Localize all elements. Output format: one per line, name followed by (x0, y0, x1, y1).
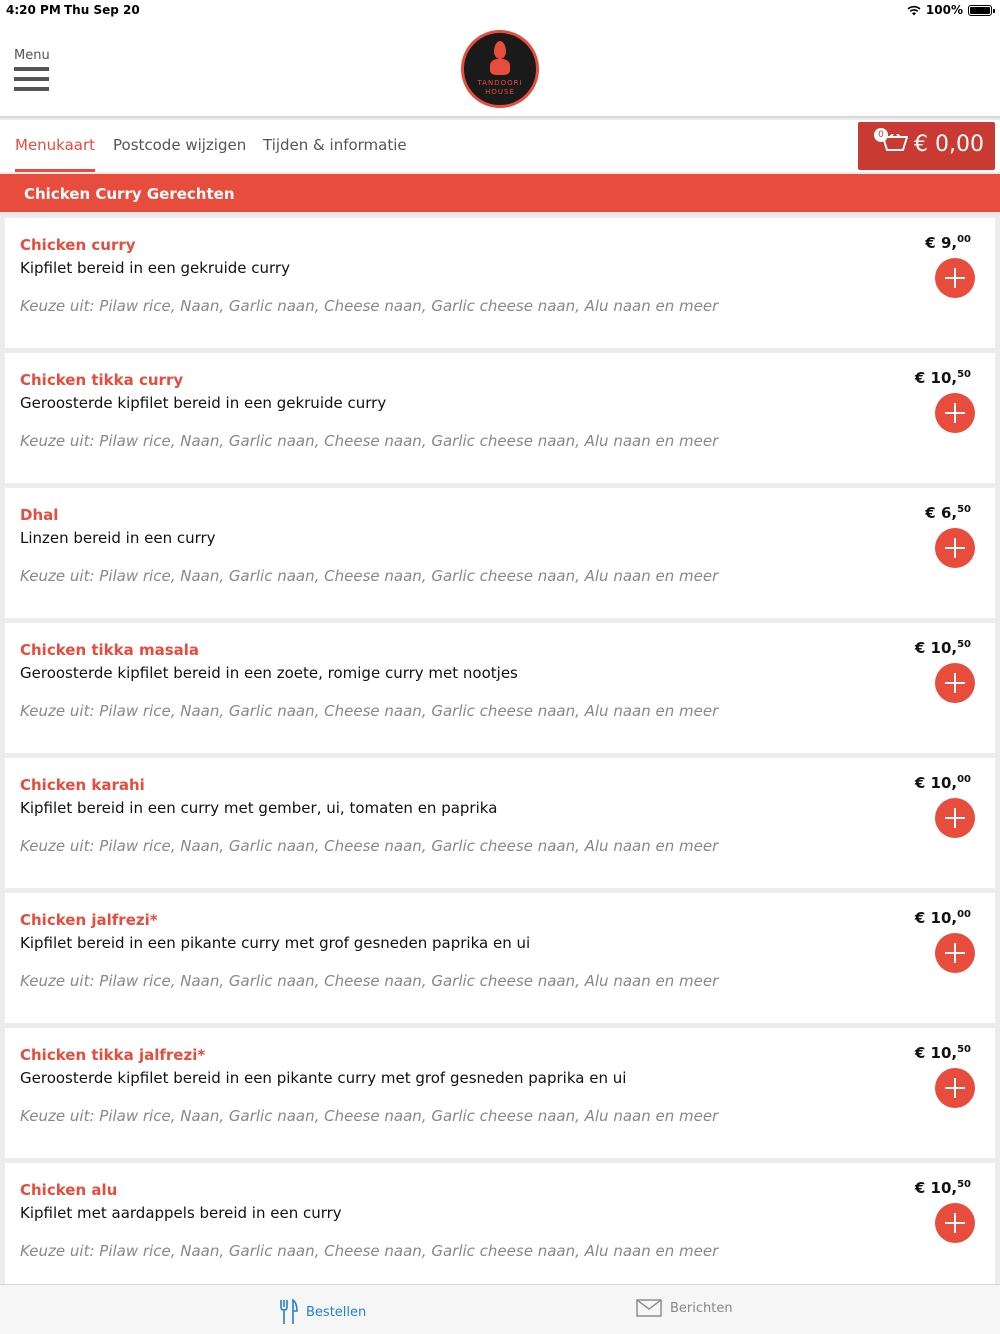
item-choices: Keuze uit: Pilaw rice, Naan, Garlic naan, Cheese naan, Garlic cheese naan, Alu naan en meer (20, 1107, 719, 1125)
item-choices: Keuze uit: Pilaw rice, Naan, Garlic naan, Cheese naan, Garlic cheese naan, Alu naan en meer (20, 432, 719, 450)
tab-bestellen[interactable] (278, 1299, 366, 1325)
menu-item[interactable] (5, 1163, 995, 1293)
item-description: Kipfilet met aardappels bereid in een curry (20, 1204, 342, 1222)
item-price: € 10,00 (914, 774, 971, 792)
tab-berichten[interactable] (636, 1299, 733, 1317)
item-price: € 9,00 (925, 234, 971, 252)
fork-knife-icon (278, 1299, 298, 1325)
menu-item[interactable] (5, 758, 995, 888)
menu-item[interactable] (5, 1028, 995, 1158)
item-name: Chicken jalfrezi* (20, 911, 158, 929)
tab-menukaart[interactable]: Menukaart (15, 136, 95, 172)
menu-item[interactable] (5, 218, 995, 348)
tab-postcode-wijzigen[interactable]: Postcode wijzigen (113, 136, 247, 154)
hamburger-icon (14, 67, 54, 91)
cart-button[interactable] (858, 122, 995, 170)
item-description: Kipfilet bereid in een pikante curry met grof gesneden paprika en ui (20, 934, 531, 952)
menu-item[interactable] (5, 623, 995, 753)
add-to-cart-button[interactable] (935, 663, 975, 703)
bottom-tab-bar (0, 1284, 1000, 1334)
status-right (907, 3, 992, 17)
battery-percent: 100% (925, 3, 963, 17)
item-name: Chicken tikka curry (20, 371, 184, 389)
item-choices: Keuze uit: Pilaw rice, Naan, Garlic naan, Cheese naan, Garlic cheese naan, Alu naan en meer (20, 972, 719, 990)
item-choices: Keuze uit: Pilaw rice, Naan, Garlic naan, Cheese naan, Garlic cheese naan, Alu naan en meer (20, 1242, 719, 1260)
logo-text-line2: HOUSE (485, 88, 515, 96)
logo-text-line1: TANDOORI (477, 79, 523, 87)
item-price: € 6,50 (925, 504, 971, 522)
item-description: Geroosterde kipfilet bereid in een zoete, romige curry met nootjes (20, 664, 518, 682)
add-to-cart-button[interactable] (935, 933, 975, 973)
add-to-cart-button[interactable] (935, 258, 975, 298)
wifi-icon (907, 5, 921, 16)
item-description: Geroosterde kipfilet bereid in een pikante curry met grof gesneden paprika en ui (20, 1069, 627, 1087)
menu-item-list (0, 218, 1000, 1298)
menu-label: Menu (14, 48, 50, 63)
item-name: Dhal (20, 506, 59, 524)
add-to-cart-button[interactable] (935, 528, 975, 568)
menu-item[interactable] (5, 893, 995, 1023)
envelope-icon (636, 1299, 662, 1317)
tandoor-icon (490, 59, 510, 75)
item-name: Chicken curry (20, 236, 136, 254)
item-description: Kipfilet bereid in een gekruide curry (20, 259, 290, 277)
tab-tijden-informatie[interactable]: Tijden & informatie (263, 136, 407, 154)
item-price: € 10,50 (914, 1179, 971, 1197)
tab-bestellen-label: Bestellen (306, 1304, 367, 1320)
item-price: € 10,50 (914, 369, 971, 387)
item-choices: Keuze uit: Pilaw rice, Naan, Garlic naan, Cheese naan, Garlic cheese naan, Alu naan en meer (20, 567, 719, 585)
item-choices: Keuze uit: Pilaw rice, Naan, Garlic naan, Cheese naan, Garlic cheese naan, Alu naan en meer (20, 702, 719, 720)
menu-button[interactable] (14, 48, 54, 98)
item-choices: Keuze uit: Pilaw rice, Naan, Garlic naan, Cheese naan, Garlic cheese naan, Alu naan en meer (20, 837, 719, 855)
category-header: Chicken Curry Gerechten (0, 174, 1000, 212)
item-price: € 10,50 (914, 1044, 971, 1062)
item-description: Linzen bereid in een curry (20, 529, 216, 547)
menu-item[interactable] (5, 488, 995, 618)
item-price: € 10,00 (914, 909, 971, 927)
item-name: Chicken tikka masala (20, 641, 200, 659)
item-name: Chicken tikka jalfrezi* (20, 1046, 206, 1064)
status-bar (0, 0, 1000, 20)
item-price: € 10,50 (914, 639, 971, 657)
app-header (0, 20, 1000, 118)
add-to-cart-button[interactable] (935, 798, 975, 838)
add-to-cart-button[interactable] (935, 1068, 975, 1108)
item-description: Kipfilet bereid in een curry met gember, ui, tomaten en paprika (20, 799, 498, 817)
cart-total: € 0,00 (914, 132, 984, 157)
status-time: 4:20 PM (6, 3, 61, 17)
item-description: Geroosterde kipfilet bereid in een gekruide curry (20, 394, 387, 412)
cart-count-badge: 0 (874, 128, 888, 142)
item-name: Chicken karahi (20, 776, 145, 794)
restaurant-logo (461, 30, 539, 108)
add-to-cart-button[interactable] (935, 393, 975, 433)
item-name: Chicken alu (20, 1181, 118, 1199)
flame-icon (494, 41, 506, 59)
nav-tabs (0, 120, 1000, 172)
status-date: Thu Sep 20 (64, 3, 140, 17)
tab-berichten-label: Berichten (670, 1300, 733, 1316)
item-choices: Keuze uit: Pilaw rice, Naan, Garlic naan, Cheese naan, Garlic cheese naan, Alu naan en meer (20, 297, 719, 315)
add-to-cart-button[interactable] (935, 1203, 975, 1243)
menu-item[interactable] (5, 353, 995, 483)
battery-icon (968, 5, 992, 16)
